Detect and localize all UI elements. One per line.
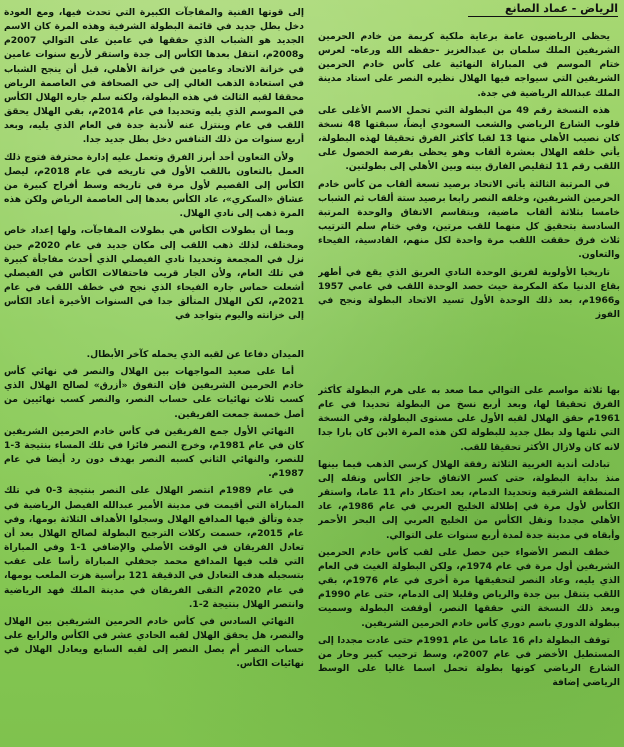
paragraph: خطف النصر الأضواء حين حصل على لقب كأس خادم الحرمين الشريفين أول مرة في عام 1974م، ولكن البطولة الغيث في العام الذي يليه، وعاد النصر لتحقيقها مرة أخرى في عام 1976م، بقي اللقب يتنقل بين جدة والرياض وقليلا إلى الدمام، حتى عام 1990م وبعد ذلك النسخة التي حققها النصر، أوقفت البطولة وسميت ببطولة الدوري باسم دوري كأس خادم الحرمين الشريفين. [318, 546, 620, 629]
article-byline: الرياض - عماد الصانع [468, 2, 618, 17]
column-left-bottom [4, 348, 304, 745]
paragraph: تبادلت أندية الغربية الثلاثة رفقة الهلال كرسي الذهب فيما بينها منذ بداية البطولة، حتى كسر الاتفاق حاجز الكأس ونقله إلى المنطقة الشرقية وتحديدا الدمام، بعد احتكار دام 11 عاما، واستقر الكأس لأول مرة في إطلالة الخليج العربي في عام 1986م، عاد الأهلي مجددا ونقل الكأس من الخليج العربي إلى البحر الأحمر وأبقاه في مدينة جدة لمدة أربع سنوات على التوالي. [318, 458, 620, 541]
paragraph: النهائي الأول جمع الفريقين في كأس خادم الحرمين الشريفين كان في عام 1981م، وخرج النصر فائزا في تلك المساء بنتيجة 3-1 للنصر، والنهائي الثاني كسبه النصر بهدف دون رد أيضا في عام 1987م. [4, 425, 304, 480]
paragraph: هذه النسخة رقم 49 من البطولة التي تحمل الاسم الأغلى على قلوب الشارع الرياضي والشعب السعودي أيضاً، سبقتها 48 نسخة كان نصيب الأهلي منها 13 لقبا كأكثر الفرق تحقيقا لهذه البطولة، يأتي خلفه الهلال بعشرة ألقاب وهو يحظى بفرصة الحصول على اللقب رقم 11 لتقليص الفارق بينه وبين الأهلي إلى بطولتين. [318, 104, 620, 173]
column-right-top [318, 30, 620, 370]
column-right-bottom [318, 384, 620, 745]
paragraph: بها ثلاثة مواسم على التوالي مما صعد به على هرم البطولة كأكثر الفرق تحقيقا لها، وبعد أربع نسخ من البطولة تحديدا في عام 1961م حقق الهلال لقبه الأول على مستوى البطولة، وفي النسخة التي تلتها ولد بطل جديد للبطولة لكن هذه المرة الابن كان بارا جدا لانه كان ولازال الأكثر تحقيقا للقب. [318, 385, 620, 453]
paragraph: تاريخيا الأولوية لفريق الوحدة النادي العريق الذي يقع في أطهر بقاع الدنيا مكة المكرمة حيث حصد الوحدة اللقب في عامي 1957 و1966م، بعد ذلك الوحدة الأول تسيد الاتحاد البطولة ونجح في الفوز [318, 266, 620, 320]
paragraph: توقف البطولة دام 16 عاما من عام 1991م حتى عادت مجددا إلى المستطيل الأخضر في عام 2007م، وسط ترحيب كبير وحار من الشارع الرياضي كونها بطولة تحمل اسما غاليا على الوسط الرياضي إضافة [318, 634, 620, 689]
paragraph: أما على صعيد المواجهات بين الهلال والنصر في نهائي كأس خادم الحرمين الشريفين فإن التفوق «أزرق» لصالح الهلال الذي كسب ثلاث نهائيات على حساب النصر، والنصر كسب نهائيين من أصل خمسة جمعت الفريقين. [4, 366, 304, 420]
paragraph: الميدان دفاعا عن لقبه الذي يحمله كآخر الأبطال. [86, 349, 304, 360]
paragraph: إلى قوتها الفنية والمفاجآت الكبيرة التي تحدث فيها، ومع العودة دخل بطل جديد في قائمة البطولة الشرفية وهذه المرة كان الاسم الجديد هو الشباب الذي حققها في عامين على التوالي 2007م و2008م، انتقل بعدها الكأس إلى جدة واستقر لأربع سنوات عامين في خزانة الاتحاد وعامين في خزانة الأهلي، قبل أن ينجح الشباب في استعادة الذهب الغالي إلى حي الصحافة في العاصمة الرياض محققا لقبه الثالث في هذه البطولة، ولكنه سلم جاره الهلال الكأس في الموسم الذي يليه وتحديدا في عام 2014م، بقي الهلال يحقق اللقب في عام وينتزل عنه لأندية جدة في العام الذي يليه، وبعد أربع سنوات من ذلك التنافس دخل بطل جديد جدا. [4, 7, 304, 146]
paragraph: النهائي السادس في كأس خادم الحرمين الشريفين بين الهلال والنصر، هل يحقق الهلال لقبه الحادي عشر في الكأس والرابع على حساب النصر أم يصل النصر إلى لقبه السابع ويعادل الهلال في نهائيات الكأس. [4, 615, 304, 670]
paragraph: في عام 1989م انتصر الهلال على النصر بنتيجة 3-0 في تلك المباراة التي أقيمت في مدينة الأمير عبدالله الفيصل الرياضية في جدة وتألق فيها المدافع الهلال وسجلوا الأهداف الثلاثة بومها، وفي عام 2015م، حسمت ركلات الترجيح البطولة لصالح الهلال بعد أن تعادل الفريقان في الوقت الأصلي والإضافي 1-1 وفي المباراة التي قلب فيها المدافع محمد جحفلي المباراة رأسا على عقب بتسجيله هدف التعادل في الدقيقة 121 برأسية هزت الملعب يومها، في عام 2020م التقى الفريقان في مدينة الملك فهد الرياضية وانتصر الهلال بنتيجة 2-1. [4, 485, 304, 610]
paragraph: ولأن التعاون أحد أبرز الفرق وتعمل عليه إدارة محترفة فتوج ذلك العمل بالتعاون باللقب الأول في تاريخه في عام 2018م، ليصل الكأس إلى القصيم لأول مرة في تاريخه وسط أفراح كبيرة من عشاق «السكري»، عاد الكأس بعدها إلى العاصمة الرياض ولكن هذه المرة ذهب إلى نادي الهلال. [4, 151, 304, 220]
paragraph: يحظى الرياضيون عامة برعاية ملكية كريمة من خادم الحرمين الشريفين الملك سلمان بن عبدالعزيز -حفظه الله ورعاه- لعرس ختام الموسم في المباراة النهائية على كأس خادم الحرمين الشريفين التي سيواجه فيها الهلال نظيره النصر على استاد مدينة الملك عبدالله الرياضية في جدة. [318, 31, 620, 99]
paragraph: في المرتبة الثالثة يأتي الاتحاد برصيد تسعة ألقاب من كأس خادم الحرمين الشريفين، وخلفه النصر رابعا برصيد ستة ألقاب ثم الشباب خامسا بثلاثة ألقاب ماضية، ويتقاسم الاتفاق والوحدة المرتبة السادسة بتحقيق كل منهما للقب مرتين، وفي ختام سلم الترتيب ثلاث فرق حققت اللقب مرة واحدة لكل منهم، القادسية، الفيحاء والتعاون. [318, 178, 620, 261]
column-left-top [4, 6, 304, 339]
paragraph: وبما أن بطولات الكأس هي بطولات المفاجآت، ولها إعداد خاص ومختلف، لذلك ذهب اللقب إلى مكان جديد في عام 2020م حين نزل في المجمعة وتحديدا نادي الفيصلي الذي أحدث مفاجأة كبيرة في تلك العام، ولأن الجار قريب فاحتفالات الكأس في الفيصلي أشعلت حماس جاره الفيحاء الذي نجح في خطف اللقب في عام 2021م، لكن الهلال المتألق جدا في السنوات الأخيرة أعاد الكأس إلى خزانته واليوم يتواجد في [4, 225, 304, 322]
